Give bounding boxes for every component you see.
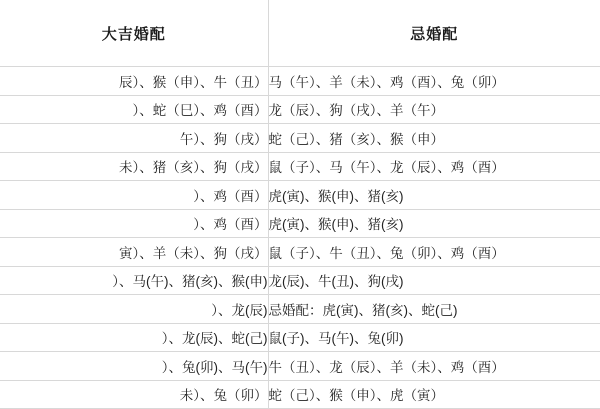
cell-good-match — [0, 295, 268, 324]
table-row — [0, 181, 600, 210]
column-header-bad-match: 忌婚配 — [268, 0, 600, 67]
cell-good-match-text: ）、兔(卯)、马(午) — [161, 359, 268, 375]
cell-good-match — [0, 152, 268, 181]
cell-good-match-text: ）、鸡（酉） — [193, 217, 268, 233]
cell-bad-match: 龙(辰)、牛(丑)、狗(戌) — [268, 266, 600, 295]
cell-bad-match: 忌婚配：虎(寅)、猪(亥)、蛇(己) — [268, 295, 600, 324]
table-row — [0, 67, 600, 96]
table-body — [0, 67, 600, 409]
table-row — [0, 352, 600, 381]
table-row — [0, 95, 600, 124]
cell-good-match-text: 未）、兔（卯） — [179, 388, 268, 404]
table-row — [0, 209, 600, 238]
cell-bad-match: 鼠(子)、马(午)、兔(卯) — [268, 323, 600, 352]
table-row — [0, 380, 600, 409]
cell-bad-match: 虎(寅)、猴(申)、猪(亥) — [268, 181, 600, 210]
cell-good-match — [0, 380, 268, 409]
cell-good-match — [0, 266, 268, 295]
cell-good-match-text: 辰）、猴（申）、牛（丑） — [119, 74, 268, 90]
column-header-good-match: 大吉婚配 — [0, 0, 268, 67]
cell-good-match-text: 午）、狗（戌） — [179, 131, 268, 147]
table-row — [0, 266, 600, 295]
cell-bad-match: 鼠（子）、马（午）、龙（辰）、鸡（酉） — [268, 152, 600, 181]
cell-good-match-text: ）、龙(辰)、蛇(己) — [161, 331, 268, 347]
cell-good-match-text: ）、龙(辰) — [211, 302, 268, 318]
cell-good-match — [0, 323, 268, 352]
cell-bad-match: 蛇（己）、猴（申）、虎（寅） — [268, 380, 600, 409]
cell-bad-match: 鼠（子）、牛（丑）、兔（卯）、鸡（酉） — [268, 238, 600, 267]
cell-good-match-text: 未）、猪（亥）、狗（戌） — [119, 160, 268, 176]
cell-good-match-text: ）、鸡（酉） — [193, 188, 268, 204]
cell-good-match — [0, 352, 268, 381]
cell-bad-match: 虎(寅)、猴(申)、猪(亥) — [268, 209, 600, 238]
cell-good-match — [0, 238, 268, 267]
cell-good-match — [0, 95, 268, 124]
cell-bad-match: 蛇（己）、猪（亥）、猴（申） — [268, 124, 600, 153]
cell-bad-match: 龙（辰）、狗（戌）、羊（午） — [268, 95, 600, 124]
table-header — [0, 0, 600, 67]
cell-good-match-text: 寅）、羊（未）、狗（戌） — [119, 245, 268, 261]
cell-bad-match: 马（午）、羊（未）、鸡（酉）、兔（卯） — [268, 67, 600, 96]
cell-bad-match: 牛（丑）、龙（辰）、羊（未）、鸡（酉） — [268, 352, 600, 381]
cell-good-match-text: ）、蛇（巳）、鸡（酉） — [132, 103, 268, 119]
cell-good-match — [0, 209, 268, 238]
table-row — [0, 124, 600, 153]
cell-good-match — [0, 124, 268, 153]
table-header-row — [0, 0, 600, 67]
table-row — [0, 323, 600, 352]
cell-good-match — [0, 67, 268, 96]
cell-good-match-text: ）、马(午)、猪(亥)、猴(申) — [112, 274, 268, 290]
table-row — [0, 238, 600, 267]
table-row — [0, 152, 600, 181]
table-row — [0, 295, 600, 324]
cell-good-match — [0, 181, 268, 210]
